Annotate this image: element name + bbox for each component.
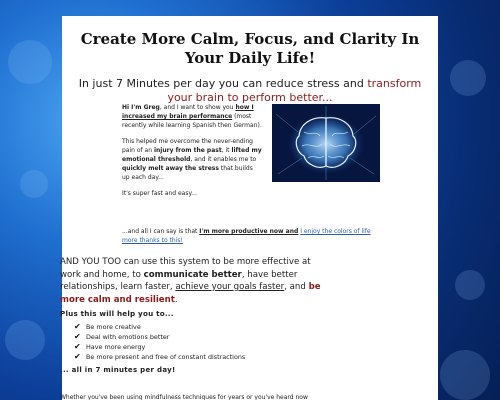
benefit-text: Be more creative	[86, 323, 141, 331]
text: , and it enables me to	[190, 155, 257, 163]
main-pitch	[60, 256, 322, 306]
benefit-text: Be more present and free of constant distractions	[86, 353, 246, 361]
cutoff-text: Whether you've been using mindfulness techniques for years or you've heard now	[60, 394, 308, 400]
bokeh-light	[450, 60, 486, 96]
highlight: injury from the past	[153, 147, 222, 155]
greeting: Hi I'm Greg	[122, 104, 160, 111]
bokeh-light	[5, 320, 45, 360]
intro-text	[122, 104, 262, 207]
bokeh-light	[440, 350, 490, 400]
check-icon: ✔	[74, 352, 81, 361]
list-item	[74, 342, 294, 352]
intro-paragraph: It's super fast and easy...	[122, 190, 197, 198]
page-subtitle	[62, 68, 438, 105]
benefits-list	[74, 322, 294, 362]
list-item	[74, 332, 294, 342]
final-line: ... all in 7 minutes per day!	[60, 366, 176, 374]
highlight-brain-performance: how I increased my brain performance	[122, 104, 254, 120]
text: .	[174, 294, 178, 305]
intro-paragraph	[122, 138, 262, 182]
text: This helped me overcome the never-ending pain of an	[122, 138, 253, 155]
page-title: Create More Calm, Focus, and Clarity In Your Daily Life!	[80, 30, 420, 67]
highlight: lifted my emotional threshold	[122, 147, 262, 163]
text: , and	[284, 282, 309, 292]
text: AND YOU TOO can use this system to be more effective at work and home, to	[60, 257, 311, 280]
text: that builds up each day...	[122, 164, 253, 181]
intro-paragraph	[122, 104, 262, 130]
glowing-brain-image	[272, 104, 380, 182]
text: , it	[221, 147, 232, 155]
text: , and I want to show you	[159, 104, 236, 111]
bokeh-light	[8, 40, 52, 84]
text: ...and all I can say is that	[122, 228, 200, 235]
check-icon: ✔	[74, 342, 81, 351]
benefit-text: Deal with emotions better	[86, 333, 170, 341]
highlight: quickly melt away the stress	[122, 164, 219, 172]
text: , have better relationships, learn faster,	[60, 269, 298, 292]
highlight-productive: I'm more productive now and	[199, 228, 299, 235]
check-icon: ✔	[74, 322, 81, 331]
bokeh-light	[20, 170, 48, 198]
subtitle-text: In just 7 Minutes per day you can reduce stress and	[78, 77, 368, 90]
bokeh-light	[455, 270, 485, 300]
highlight: communicate better	[143, 269, 242, 280]
check-icon: ✔	[74, 332, 81, 341]
text: (most recently while learning Spanish then German).	[122, 112, 262, 129]
subtitle-highlight: transform your brain to perform better...	[167, 77, 422, 104]
list-item	[74, 352, 294, 362]
benefit-text: Have more energy	[86, 343, 146, 351]
highlight-calm: be more calm and resilient	[60, 282, 321, 305]
list-item	[74, 322, 294, 332]
colors-of-life-link[interactable]: I enjoy the colors of life more thanks to this!	[122, 228, 371, 244]
highlight-goals: achieve your goals faster	[175, 282, 285, 292]
intro-paragraph	[122, 228, 380, 246]
intro-conclusion	[122, 228, 380, 256]
benefits-heading: Plus this will help you to...	[60, 309, 174, 318]
